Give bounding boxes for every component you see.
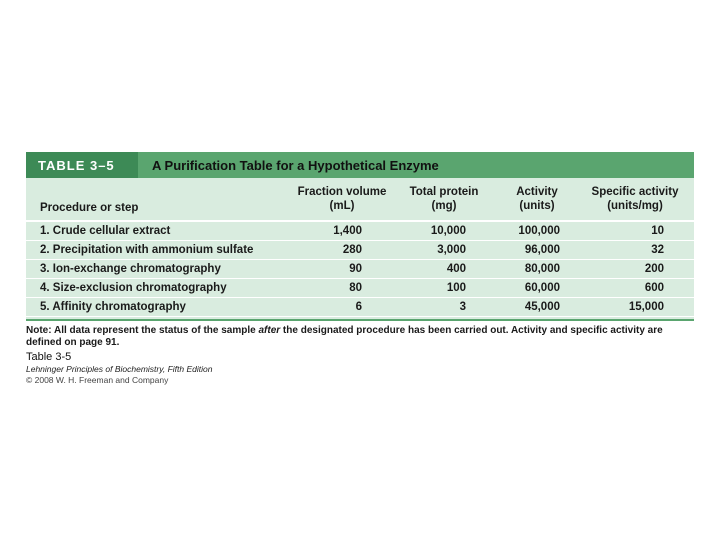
table-row — [26, 241, 694, 260]
header-fraction-volume — [294, 185, 390, 213]
row-total-protein: 3,000 — [437, 244, 466, 256]
table-row — [26, 298, 694, 317]
row-specific-activity: 200 — [644, 263, 664, 275]
row-total-protein: 3 — [459, 301, 466, 313]
row-step: 5. Affinity chromatography — [40, 301, 186, 313]
row-fraction-volume: 90 — [349, 263, 362, 275]
header-specific-activity-unit: (units/mg) — [607, 200, 663, 212]
row-activity: 80,000 — [524, 263, 560, 275]
header-fraction-volume-unit: (mL) — [329, 200, 355, 212]
table-label: TABLE 3–5 — [26, 152, 138, 178]
row-total-protein: 100 — [446, 282, 466, 294]
row-total-protein: 10,000 — [430, 225, 466, 237]
row-activity: 45,000 — [524, 301, 560, 313]
row-activity: 60,000 — [524, 282, 560, 294]
header-specific-activity-line1: Specific activity — [591, 186, 679, 198]
table-title-bar — [26, 152, 694, 178]
book-title: Lehninger Principles of Biochemistry, Fifth Edition — [26, 364, 213, 374]
row-specific-activity: 32 — [651, 244, 664, 256]
purification-table — [26, 178, 694, 319]
header-specific-activity — [576, 185, 694, 213]
table-title: A Purification Table for a Hypothetical Enzyme — [152, 157, 439, 173]
header-activity — [498, 185, 576, 213]
row-specific-activity: 10 — [651, 225, 664, 237]
purification-table-figure — [26, 152, 694, 385]
row-step: 1. Crude cellular extract — [40, 225, 171, 237]
row-fraction-volume: 80 — [349, 282, 362, 294]
note-text-after: the designated procedure has been carried out. Activity and specific activity are defined on page 91. — [26, 325, 663, 348]
table-bottom-rule — [26, 319, 694, 321]
header-fraction-volume-line1: Fraction volume — [297, 186, 387, 198]
table-header-row — [26, 178, 694, 222]
note-label: Note: — [26, 325, 52, 336]
table-note — [26, 325, 694, 349]
row-step: 3. Ion-exchange chromatography — [40, 263, 221, 275]
header-total-protein — [390, 185, 498, 213]
row-step: 2. Precipitation with ammonium sulfate — [40, 244, 254, 256]
table-row — [26, 222, 694, 241]
row-step: 4. Size-exclusion chromatography — [40, 282, 227, 294]
table-reference: Table 3-5 — [26, 351, 72, 363]
row-fraction-volume: 1,400 — [333, 225, 362, 237]
header-total-protein-line1: Total protein — [409, 186, 479, 198]
row-fraction-volume: 280 — [342, 244, 362, 256]
row-specific-activity: 600 — [644, 282, 664, 294]
header-activity-line1: Activity — [516, 186, 558, 198]
row-fraction-volume: 6 — [355, 301, 362, 313]
row-activity: 100,000 — [518, 225, 560, 237]
row-activity: 96,000 — [524, 244, 560, 256]
row-specific-activity: 15,000 — [628, 301, 664, 313]
table-row — [26, 260, 694, 279]
header-activity-unit: (units) — [519, 200, 555, 212]
row-total-protein: 400 — [446, 263, 466, 275]
header-total-protein-unit: (mg) — [431, 200, 457, 212]
table-row — [26, 279, 694, 298]
copyright-line: © 2008 W. H. Freeman and Company — [26, 375, 169, 385]
note-emphasis: after — [258, 325, 281, 336]
note-text-before: All data represent the status of the sample — [51, 325, 259, 336]
header-procedure: Procedure or step — [40, 202, 139, 214]
